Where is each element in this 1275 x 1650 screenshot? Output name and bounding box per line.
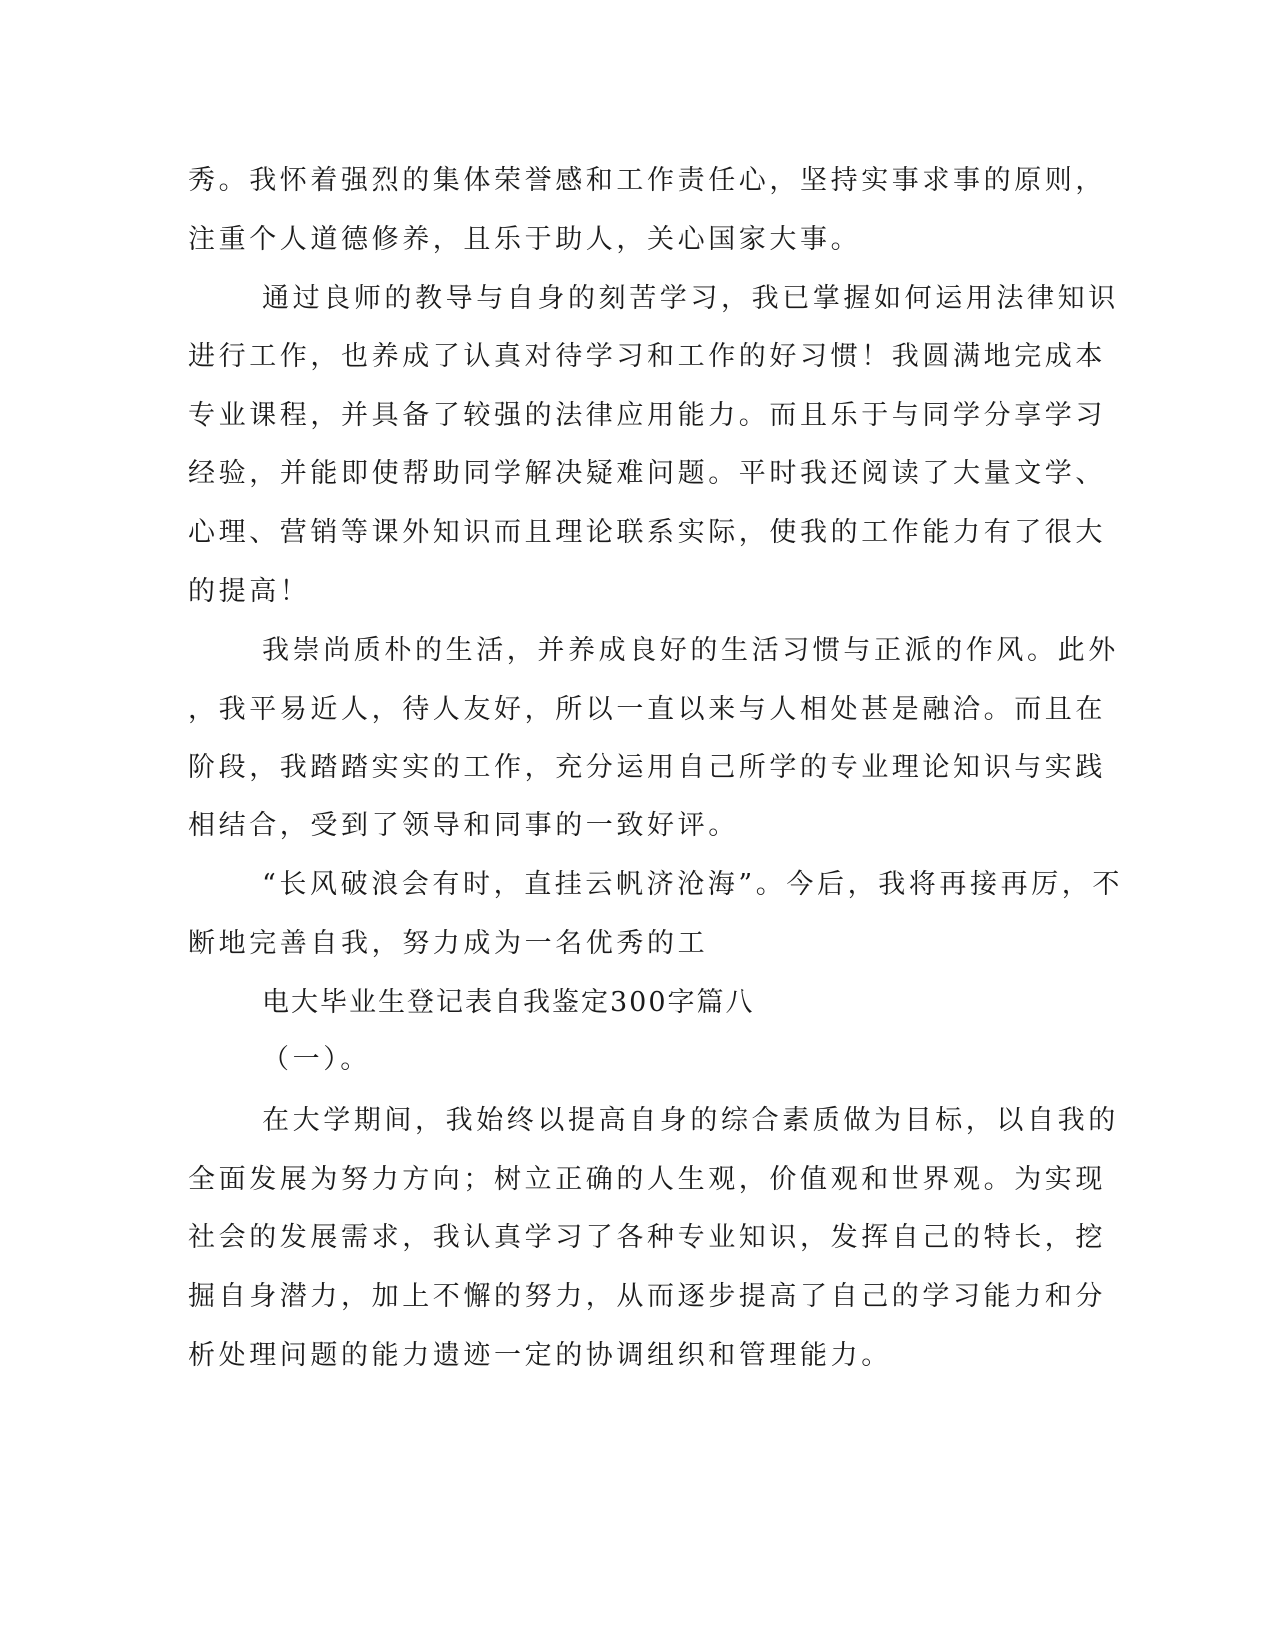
section-heading: 电大毕业生登记表自我鉴定300字篇八 [262,987,755,1018]
text-line: 专业课程，并具备了较强的法律应用能力。而且乐于与同学分享学习 [188,400,1106,431]
text-line: 断地完善自我，努力成为一名优秀的工 [188,928,709,959]
section-number: （一）。 [262,1044,371,1075]
text-line: 进行工作，也养成了认真对待学习和工作的好习惯！我圆满地完成本 [188,341,1106,372]
paragraph-first-line: 在大学期间，我始终以提高自身的综合素质做为目标，以自我的 [262,1105,1119,1136]
text-line: 析处理问题的能力遗迹一定的协调组织和管理能力。 [188,1340,892,1371]
text-line: ，我平易近人，待人友好，所以一直以来与人相处甚是融洽。而且在 [188,694,1106,725]
paragraph-first-line: “长风破浪会有时，直挂云帆济沧海”。今后，我将再接再厉，不 [262,869,1124,900]
text-line: 阶段，我踏踏实实的工作，充分运用自己所学的专业理论知识与实践 [188,752,1106,783]
text-line: 注重个人道德修养，且乐于助人，关心国家大事。 [188,224,862,255]
text-line: 经验，并能即使帮助同学解决疑难问题。平时我还阅读了大量文学、 [188,458,1106,489]
paragraph-first-line: 通过良师的教导与自身的刻苦学习，我已掌握如何运用法律知识 [262,283,1119,314]
text-line: 全面发展为努力方向；树立正确的人生观，价值观和世界观。为实现 [188,1164,1106,1195]
paragraph-first-line: 我崇尚质朴的生活，并养成良好的生活习惯与正派的作风。此外 [262,635,1119,666]
text-line: 相结合，受到了领导和同事的一致好评。 [188,810,739,841]
text-line: 掘自身潜力，加上不懈的努力，从而逐步提高了自己的学习能力和分 [188,1281,1106,1312]
text-line: 秀。我怀着强烈的集体荣誉感和工作责任心，坚持实事求事的原则， [188,165,1106,196]
text-line: 社会的发展需求，我认真学习了各种专业知识，发挥自己的特长，挖 [188,1222,1106,1253]
text-line: 心理、营销等课外知识而且理论联系实际，使我的工作能力有了很大 [188,517,1106,548]
text-line: 的提高！ [188,576,311,607]
